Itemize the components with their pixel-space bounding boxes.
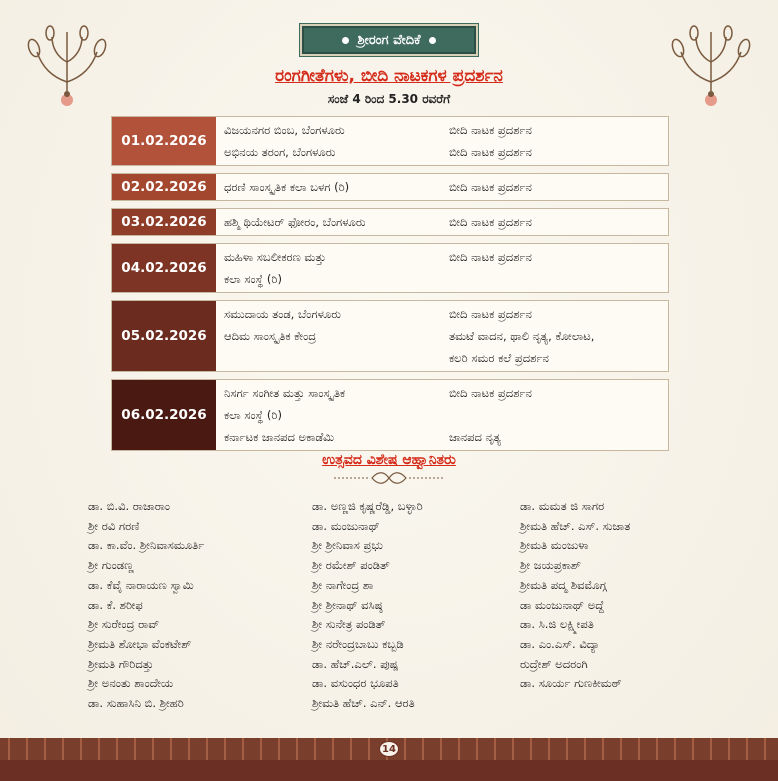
guest-name: ಶ್ರೀ ಅನಂತು ಶಾಂದೇಯ xyxy=(88,676,174,691)
performance-type xyxy=(449,404,662,426)
performance-type: ಜಾನಪದ ನೃತ್ಯ xyxy=(449,430,502,444)
schedule-entry xyxy=(224,303,662,325)
schedule-entries xyxy=(216,117,668,165)
guest-name: ಶ್ರೀ ರವಿ ಗರಣಿ xyxy=(88,518,140,533)
schedule-row xyxy=(111,300,669,372)
schedule-row xyxy=(111,379,669,451)
schedule-date: 01.02.2026 xyxy=(112,117,216,165)
stage-banner xyxy=(302,26,476,54)
schedule-date: 03.02.2026 xyxy=(112,209,216,235)
guest-name: ಶ್ರೀಮತಿ ಹೆಚ್. ಎಸ್. ಸುಜಾತ xyxy=(520,518,631,533)
guest-name: ಡಾ. ಎಂ.ಎಸ್. ವಿದ್ಯಾ xyxy=(520,636,600,651)
guests-column-3 xyxy=(520,497,630,694)
performance-type: ಬೀದಿ ನಾಟಕ ಪ್ರದರ್ಶನ xyxy=(449,215,532,229)
schedule-entry xyxy=(224,119,662,141)
guest-name: ಶ್ರೀ ಶ್ರೀನಾಥ್ ವಸಿಷ್ಠ xyxy=(312,597,383,612)
schedule-date: 06.02.2026 xyxy=(112,380,216,450)
schedule-entry xyxy=(224,141,662,163)
guest-name: ಶ್ರೀಮತಿ ಪದ್ಮ ಶಿವಮೊಗ್ಗ xyxy=(520,577,607,592)
banner-label: ಶ್ರೀರಂಗ ವೇದಿಕೆ xyxy=(357,32,421,48)
guest-name: ಶ್ರೀಮತಿ ಮಂಜುಳಾ xyxy=(520,538,589,553)
guest-name: ಶ್ರೀಮತಿ ಹೆಚ್. ಎನ್. ಆರತಿ xyxy=(312,696,415,711)
guest-name: ಡಾ. ಮಮತ ಜಿ ಸಾಗರ xyxy=(520,499,605,513)
schedule-entries xyxy=(216,301,668,371)
schedule-entry xyxy=(224,347,662,369)
guest-name: ಡಾ. ಕಾ.ವೆಂ. ಶ್ರೀನಿವಾಸಮೂರ್ತಿ xyxy=(88,538,205,553)
troupe-name xyxy=(224,347,449,369)
schedule-entry xyxy=(224,176,662,198)
guest-name: ಶ್ರೀ ಶ್ರೀನಿವಾಸ ಪ್ರಭು xyxy=(312,538,383,553)
schedule-entry xyxy=(224,382,662,404)
guest-name: ಡಾ. ಮಂಜುನಾಥ್ xyxy=(312,518,380,533)
performance-type: ತಮಟೆ ವಾದನ, ಥಾಲಿ ನೃತ್ಯ, ಕೋಲಾಟ, xyxy=(449,329,595,343)
performance-type: ಬೀದಿ ನಾಟಕ ಪ್ರದರ್ಶನ xyxy=(449,145,532,159)
schedule-entries xyxy=(216,174,668,200)
guest-name: ಡಾ. ಕೆ. ಶರೀಫ xyxy=(88,597,143,612)
guest-name: ಶ್ರೀ ಜಯಪ್ರಕಾಶ್ xyxy=(520,558,581,573)
schedule-entry xyxy=(224,246,662,268)
troupe-name: ವಿಜಯನಗರ ಬಿಂಬ, ಬೆಂಗಳೂರು xyxy=(224,123,345,137)
bullet-icon xyxy=(429,37,436,44)
guest-name: ರುದ್ರೇಶ್ ಅದರಂಗಿ xyxy=(520,656,588,671)
troupe-name: ಧರಣಿ ಸಾಂಸ್ಕೃತಿಕ ಕಲಾ ಬಳಗ (ರಿ) xyxy=(224,180,350,194)
bullet-icon xyxy=(342,37,349,44)
troupe-name: ಕಲಾ ಸಂಸ್ಥೆ (ರಿ) xyxy=(224,272,282,286)
bottom-band xyxy=(0,760,778,781)
schedule-entry xyxy=(224,325,662,347)
guest-name: ಶ್ರೀಮತಿ ಶೋಭಾ ವೆಂಕಟೇಶ್ xyxy=(88,636,192,651)
troupe-name: ಅಭಿನಯ ತರಂಗ, ಬೆಂಗಳೂರು xyxy=(224,145,336,159)
guest-name: ಡಾ. ಅಣ್ಣಜಿ ಕೃಷ್ಣರೆಡ್ಡಿ, ಬಳ್ಳಾರಿ xyxy=(312,499,423,513)
guest-name: ಶ್ರೀ ರಮೇಶ್ ಪಂಡಿತ್ xyxy=(312,558,390,573)
guest-name: ಡಾ. ಸೂರ್ಯ ಗುಣಕೀಮಠ್ xyxy=(520,676,622,691)
schedule-row xyxy=(111,173,669,201)
schedule-row xyxy=(111,116,669,166)
schedule-entry xyxy=(224,426,662,448)
guest-name: ಶ್ರೀ ಗುಂಡಣ್ಣ xyxy=(88,558,134,573)
page-title: ರಂಗಗೀತೆಗಳು, ಬೀದಿ ನಾಟಕಗಳ ಪ್ರದರ್ಶನ xyxy=(275,66,503,86)
schedule-entry xyxy=(224,211,662,233)
performance-type: ಬೀದಿ ನಾಟಕ ಪ್ರದರ್ಶನ xyxy=(449,307,532,321)
troupe-name: ಕರ್ನಾಟಕ ಜಾನಪದ ಅಕಾಡೆಮಿ xyxy=(224,430,335,444)
guest-name: ಶ್ರೀ ಸುರೇಂದ್ರ ರಾವ್ xyxy=(88,617,160,632)
troupe-name: ಮಹಿಳಾ ಸಬಲೀಕರಣ ಮತ್ತು xyxy=(224,250,327,264)
schedule-date: 04.02.2026 xyxy=(112,244,216,292)
guest-name: ಡಾ. ಸಿ.ಜಿ ಲಕ್ಷ್ಮೀಪತಿ xyxy=(520,617,594,632)
guests-column-1 xyxy=(88,497,204,714)
page-subtitle: ಸಂಜೆ 4 ರಿಂದ 5.30 ರವರೆಗೆ xyxy=(327,92,451,106)
schedule-entry xyxy=(224,268,662,290)
guest-name: ಡಾ ಮಂಜುನಾಥ್ ಅದ್ದೆ xyxy=(520,597,605,612)
troupe-name: ಹಶ್ಮಿ ಥಿಯೇಟರ್ ಫೋರಂ, ಬೆಂಗಳೂರು xyxy=(224,215,366,229)
schedule-entries xyxy=(216,380,668,450)
schedule-entries xyxy=(216,244,668,292)
schedule-entry xyxy=(224,404,662,426)
guest-name: ಡಾ. ಬಿ.ವಿ. ರಾಜಾರಾಂ xyxy=(88,499,170,513)
guest-name: ಶ್ರೀ ನರೇಂದ್ರಬಾಬು ಕಬ್ಬಡಿ xyxy=(312,636,404,651)
guest-name: ಡಾ. ವಸುಂಧರ ಭೂಪತಿ xyxy=(312,676,399,691)
guest-name: ಡಾ. ಕೆವೈ ನಾರಾಯಣ ಸ್ವಾಮಿ xyxy=(88,577,194,592)
guest-name: ಶ್ರೀಮತಿ ಗೌರಿದತ್ತು xyxy=(88,656,154,671)
divider-flourish-icon xyxy=(334,471,444,485)
performance-type: ಕಲರಿ ಸಮರ ಕಲೆ ಪ್ರದರ್ಶನ xyxy=(449,351,549,365)
schedule-entries xyxy=(216,209,668,235)
schedule-table xyxy=(111,116,669,458)
troupe-name: ನಿಸರ್ಗ ಸಂಗೀತ ಮತ್ತು ಸಾಂಸ್ಕೃತಿಕ xyxy=(224,386,346,400)
guest-name: ಶ್ರೀ ನಾಗೇಂದ್ರ ಶಾ xyxy=(312,577,374,592)
guests-title: ಉತ್ಸವದ ವಿಶೇಷ ಆಹ್ವಾನಿತರು xyxy=(322,452,456,468)
schedule-row xyxy=(111,243,669,293)
schedule-date: 05.02.2026 xyxy=(112,301,216,371)
guests-column-2 xyxy=(312,497,423,714)
guest-name: ಡಾ. ಹೆಚ್.ಎಲ್. ಪುಷ್ಪ xyxy=(312,656,399,671)
performance-type: ಬೀದಿ ನಾಟಕ ಪ್ರದರ್ಶನ xyxy=(449,250,532,264)
performance-type: ಬೀದಿ ನಾಟಕ ಪ್ರದರ್ಶನ xyxy=(449,123,532,137)
performance-type xyxy=(449,268,662,290)
guest-name: ಡಾ. ಸುಹಾಸಿನಿ ಬಿ. ಶ್ರೀಹರಿ xyxy=(88,696,184,711)
troupe-name: ಕಲಾ ಸಂಸ್ಥೆ (ರಿ) xyxy=(224,408,282,422)
schedule-row xyxy=(111,208,669,236)
performance-type: ಬೀದಿ ನಾಟಕ ಪ್ರದರ್ಶನ xyxy=(449,180,532,194)
page-number: 14 xyxy=(379,741,399,757)
performance-type: ಬೀದಿ ನಾಟಕ ಪ್ರದರ್ಶನ xyxy=(449,386,532,400)
schedule-date: 02.02.2026 xyxy=(112,174,216,200)
troupe-name: ಸಮುದಾಯ ತಂಡ, ಬೆಂಗಳೂರು xyxy=(224,307,341,321)
guest-name: ಶ್ರೀ ಸುನೇತ್ರ ಪಂಡಿತ್ xyxy=(312,617,386,632)
troupe-name: ಆದಿಮ ಸಾಂಸ್ಕೃತಿಕ ಕೇಂದ್ರ xyxy=(224,329,317,343)
